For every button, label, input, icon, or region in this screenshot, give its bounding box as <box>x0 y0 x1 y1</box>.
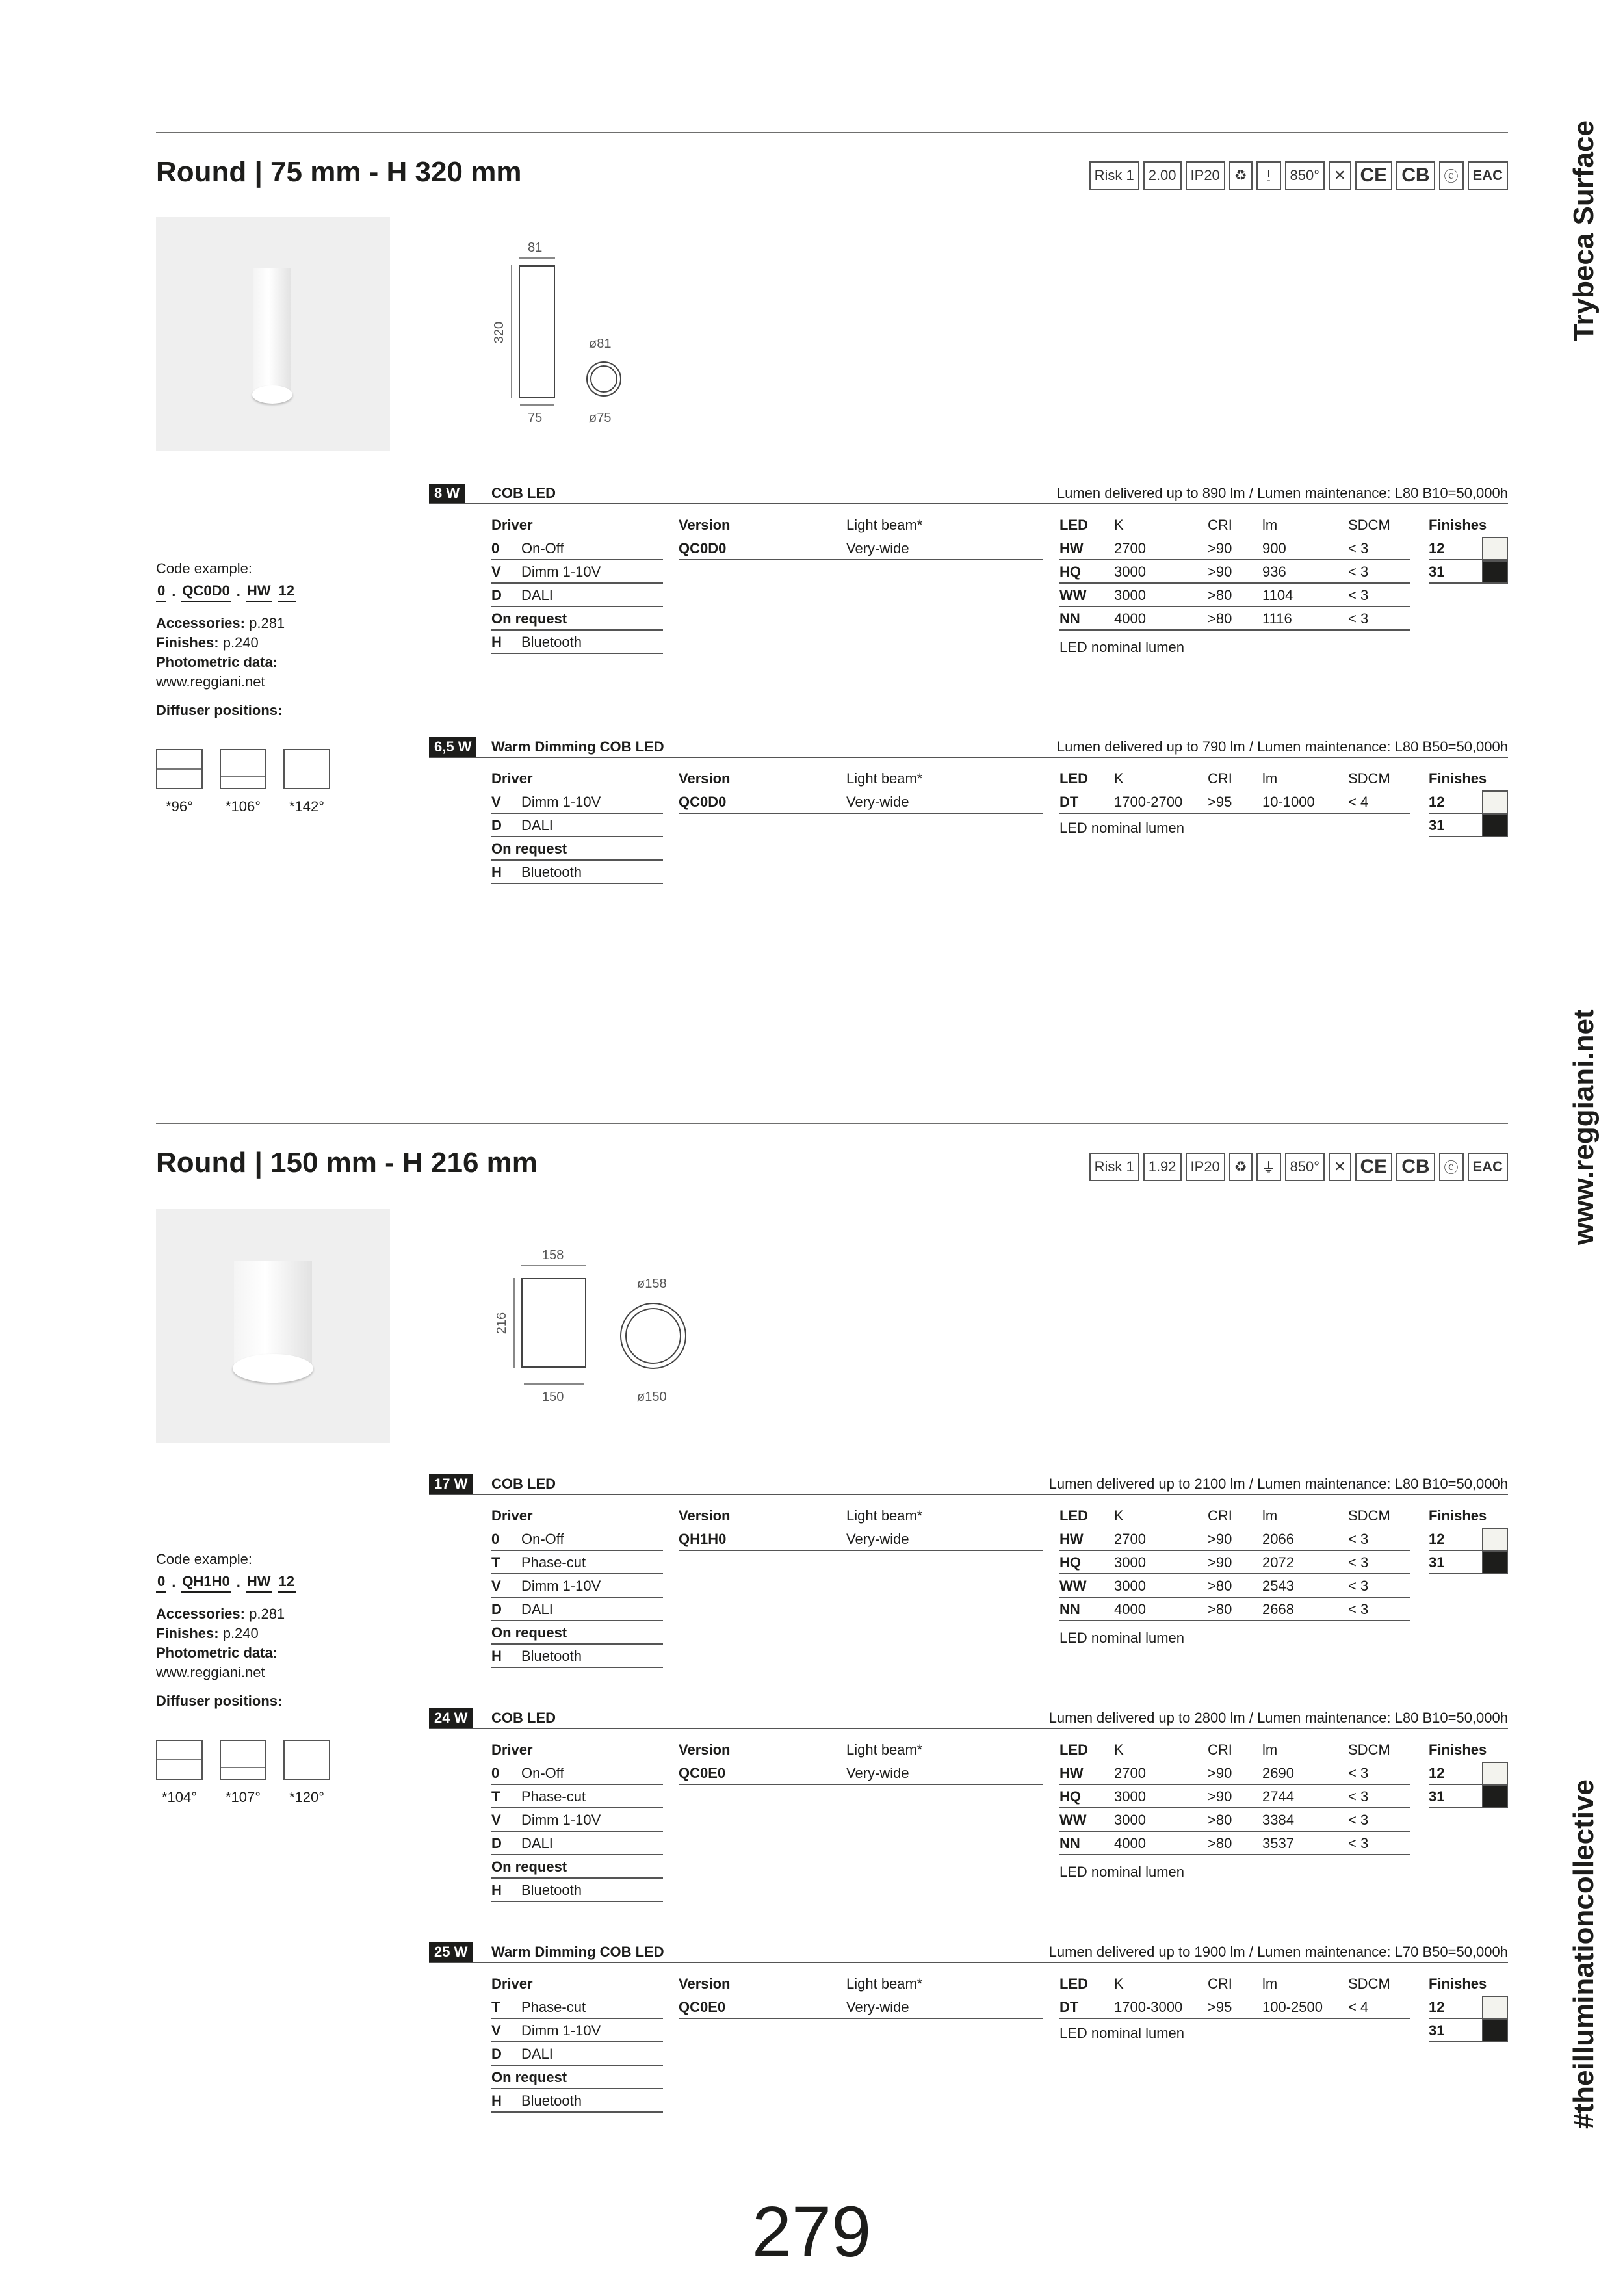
finish-black-swatch <box>1482 1785 1508 1808</box>
led-table: LED K CRI lm SDCM DT 1700-2700 >95 10-1000 < 4 LED nominal lumen <box>1059 767 1410 840</box>
diffuser-positions-2 <box>156 1740 330 1780</box>
product-photo-2 <box>156 1209 390 1443</box>
version-list: Version Light beam* QC0E0 Very-wide <box>679 1972 1043 2019</box>
dim-diam-top: ø158 <box>637 1277 667 1291</box>
code-example-1: Code example: 0 . QC0D0 . HW 12 Accessories: p.281 Finishes: p.240 Photometric data: www.reggiani.net Diffuser positions: <box>156 560 294 718</box>
finishes-list: Finishes 12 31 <box>1429 1972 1508 2042</box>
diffuser-icon <box>156 1740 203 1780</box>
accessories-page: p.281 <box>249 1606 285 1622</box>
diffuser-icon <box>156 749 203 789</box>
finish-white-swatch <box>1482 1528 1508 1551</box>
driver-list: Driver 0 On-Off T Phase-cut V Dimm 1-10V D DALI On request H Bluetooth <box>491 1738 663 1902</box>
finish-white-swatch <box>1482 790 1508 814</box>
spec-block-24w <box>429 1707 1508 1909</box>
finish-white-swatch <box>1482 1996 1508 2019</box>
led-type: COB LED <box>491 1710 556 1726</box>
no-cover-icon: ✕ <box>1329 161 1351 190</box>
finish-white-swatch <box>1482 1762 1508 1785</box>
drawing-side-view-1 <box>519 265 555 398</box>
ground-icon: ⏚ <box>1256 1153 1281 1181</box>
wattage-badge: 24 W <box>429 1708 473 1728</box>
wattage-badge: 6,5 W <box>429 737 476 757</box>
ground-icon: ⏚ <box>1256 161 1281 190</box>
finish-black-swatch <box>1482 814 1508 837</box>
version-list: Version Light beam* QC0E0 Very-wide <box>679 1738 1043 1785</box>
led-type: COB LED <box>491 1476 556 1492</box>
no-cover-icon: ✕ <box>1329 1153 1351 1181</box>
ip-cert: IP20 <box>1186 161 1225 190</box>
led-table: LED K CRI lm SDCM HW 2700 >90 2690 < 3 HQ 3000 >90 2744 < 3 WW 3000 >80 3384 < 3 NN 4000 >80 3537 < 3 LED nominal lumen <box>1059 1738 1410 1884</box>
ccc-mark: ⓒ <box>1439 161 1464 190</box>
recycle-icon: ♻ <box>1229 161 1253 190</box>
product-tube <box>234 1261 312 1368</box>
spec-block-8w <box>429 482 1508 658</box>
finishes-page: p.240 <box>222 634 259 651</box>
glow-wire-cert: 850° <box>1285 161 1325 190</box>
led-type: Warm Dimming COB LED <box>491 738 664 755</box>
diffuser-icon <box>283 749 330 789</box>
driver-list: Driver T Phase-cut V Dimm 1-10V D DALI On request H Bluetooth <box>491 1972 663 2113</box>
version-list: Version Light beam* QH1H0 Very-wide <box>679 1504 1043 1551</box>
dim-width-top: 158 <box>542 1248 564 1262</box>
lumen-info: Lumen delivered up to 1900 lm / Lumen maintenance: L70 B50=50,000h <box>1048 1944 1508 1960</box>
driver-list: Driver 0 On-Off T Phase-cut V Dimm 1-10V D DALI On request H Bluetooth <box>491 1504 663 1668</box>
code-example-value: 0 . QC0D0 . HW 12 <box>156 581 296 602</box>
ce-mark: CE <box>1355 1153 1393 1181</box>
section-1-rule <box>156 132 1508 133</box>
side-label-tag: #theilluminationcollective <box>1568 1779 1600 2129</box>
product-tube <box>253 268 291 395</box>
finishes-list: Finishes 12 31 <box>1429 767 1508 837</box>
dim-diam-bottom: ø150 <box>637 1390 667 1404</box>
lumen-info: Lumen delivered up to 2100 lm / Lumen maintenance: L80 B10=50,000h <box>1048 1476 1508 1492</box>
lumen-info: Lumen delivered up to 790 lm / Lumen maintenance: L80 B50=50,000h <box>1056 738 1508 755</box>
risk-cert: Risk 1 <box>1089 161 1139 190</box>
section-2-certs <box>1089 1153 1508 1181</box>
code-label: Code example: <box>156 1551 252 1567</box>
eac-mark: EAC <box>1468 1153 1508 1181</box>
section-2-rule <box>156 1123 1508 1124</box>
code-example-2: Code example: 0 . QH1H0 . HW 12 Accessories: p.281 Finishes: p.240 Photometric data: www.reggiani.net Diffuser positions: <box>156 1551 294 1709</box>
diffuser-icon <box>283 1740 330 1780</box>
finishes-list: Finishes 12 31 <box>1429 1738 1508 1808</box>
dim-height: 320 <box>492 321 507 344</box>
page-number: 279 <box>751 2192 872 2272</box>
dim-diam-bottom: ø75 <box>589 411 612 425</box>
ce-mark: CE <box>1355 161 1393 190</box>
dim-height: 216 <box>495 1312 510 1335</box>
dim-width-top: 81 <box>528 241 543 255</box>
finishes-list: Finishes 12 31 <box>1429 514 1508 584</box>
code-label: Code example: <box>156 560 252 577</box>
finish-black-swatch <box>1482 560 1508 584</box>
dim-width-bottom: 75 <box>528 411 543 425</box>
cb-mark: CB <box>1396 1153 1435 1181</box>
led-type: COB LED <box>491 485 556 501</box>
lumen-info: Lumen delivered up to 890 lm / Lumen maintenance: L80 B10=50,000h <box>1056 485 1508 501</box>
wattage-badge: 8 W <box>429 484 465 503</box>
risk-cert: Risk 1 <box>1089 1153 1139 1181</box>
spec-block-25w <box>429 1941 1508 2117</box>
led-table: LED K CRI lm SDCM DT 1700-3000 >95 100-2500 < 4 LED nominal lumen <box>1059 1972 1410 2045</box>
finish-black-swatch <box>1482 1551 1508 1574</box>
section-1-title: Round | 75 mm - H 320 mm <box>156 156 522 188</box>
eac-mark: EAC <box>1468 161 1508 190</box>
ip-cert: IP20 <box>1186 1153 1225 1181</box>
spec-block-6-5w <box>429 736 1508 892</box>
version-list: Version Light beam* QC0D0 Very-wide <box>679 767 1043 814</box>
recycle-icon: ♻ <box>1229 1153 1253 1181</box>
diffuser-angles-2: *104° *107° *120° <box>161 1789 325 1805</box>
product-photo-1 <box>156 217 390 451</box>
finish-white-swatch <box>1482 537 1508 560</box>
wattage-badge: 25 W <box>429 1942 473 1962</box>
drawing-side-view-2 <box>521 1278 586 1368</box>
diffuser-icon <box>220 749 266 789</box>
photometric-link: www.reggiani.net <box>156 673 265 690</box>
diffuser-icon <box>220 1740 266 1780</box>
led-table: LED K CRI lm SDCM HW 2700 >90 2066 < 3 HQ 3000 >90 2072 < 3 WW 3000 >80 2543 < 3 NN 4000 >80 2668 < 3 LED nominal lumen <box>1059 1504 1410 1650</box>
ccc-mark: ⓒ <box>1439 1153 1464 1181</box>
dim-diam-top: ø81 <box>589 337 612 351</box>
lumen-info: Lumen delivered up to 2800 lm / Lumen maintenance: L80 B10=50,000h <box>1048 1710 1508 1726</box>
wattage-badge: 17 W <box>429 1474 473 1494</box>
side-label-brand: Trybeca Surface <box>1568 120 1600 341</box>
side-label-site: www.reggiani.net <box>1568 1009 1600 1245</box>
cb-mark: CB <box>1396 161 1435 190</box>
dim-width-bottom: 150 <box>542 1390 564 1404</box>
weight-cert: 1.92 <box>1143 1153 1182 1181</box>
driver-list: Driver 0 On-Off V Dimm 1-10V D DALI On request H Bluetooth <box>491 514 663 654</box>
spec-block-17w <box>429 1473 1508 1675</box>
led-type: Warm Dimming COB LED <box>491 1944 664 1960</box>
finish-black-swatch <box>1482 2019 1508 2042</box>
code-example-value: 0 . QH1H0 . HW 12 <box>156 1572 296 1593</box>
photometric-link: www.reggiani.net <box>156 1664 265 1680</box>
finishes-page: p.240 <box>222 1625 259 1641</box>
section-2-title: Round | 150 mm - H 216 mm <box>156 1147 538 1179</box>
accessories-page: p.281 <box>249 615 285 631</box>
glow-wire-cert: 850° <box>1285 1153 1325 1181</box>
led-table: LED K CRI lm SDCM HW 2700 >90 900 < 3 HQ 3000 >90 936 < 3 WW 3000 >80 1104 < 3 NN 4000 >80 1116 < 3 LED nominal lumen <box>1059 514 1410 659</box>
diffuser-angles-1: *96° *106° *142° <box>166 798 325 815</box>
diffuser-positions-1 <box>156 749 330 789</box>
finishes-list: Finishes 12 31 <box>1429 1504 1508 1574</box>
version-list: Version Light beam* QC0D0 Very-wide <box>679 514 1043 560</box>
weight-cert: 2.00 <box>1143 161 1182 190</box>
driver-list: Driver V Dimm 1-10V D DALI On request H Bluetooth <box>491 767 663 884</box>
section-1-certs <box>1089 161 1508 190</box>
